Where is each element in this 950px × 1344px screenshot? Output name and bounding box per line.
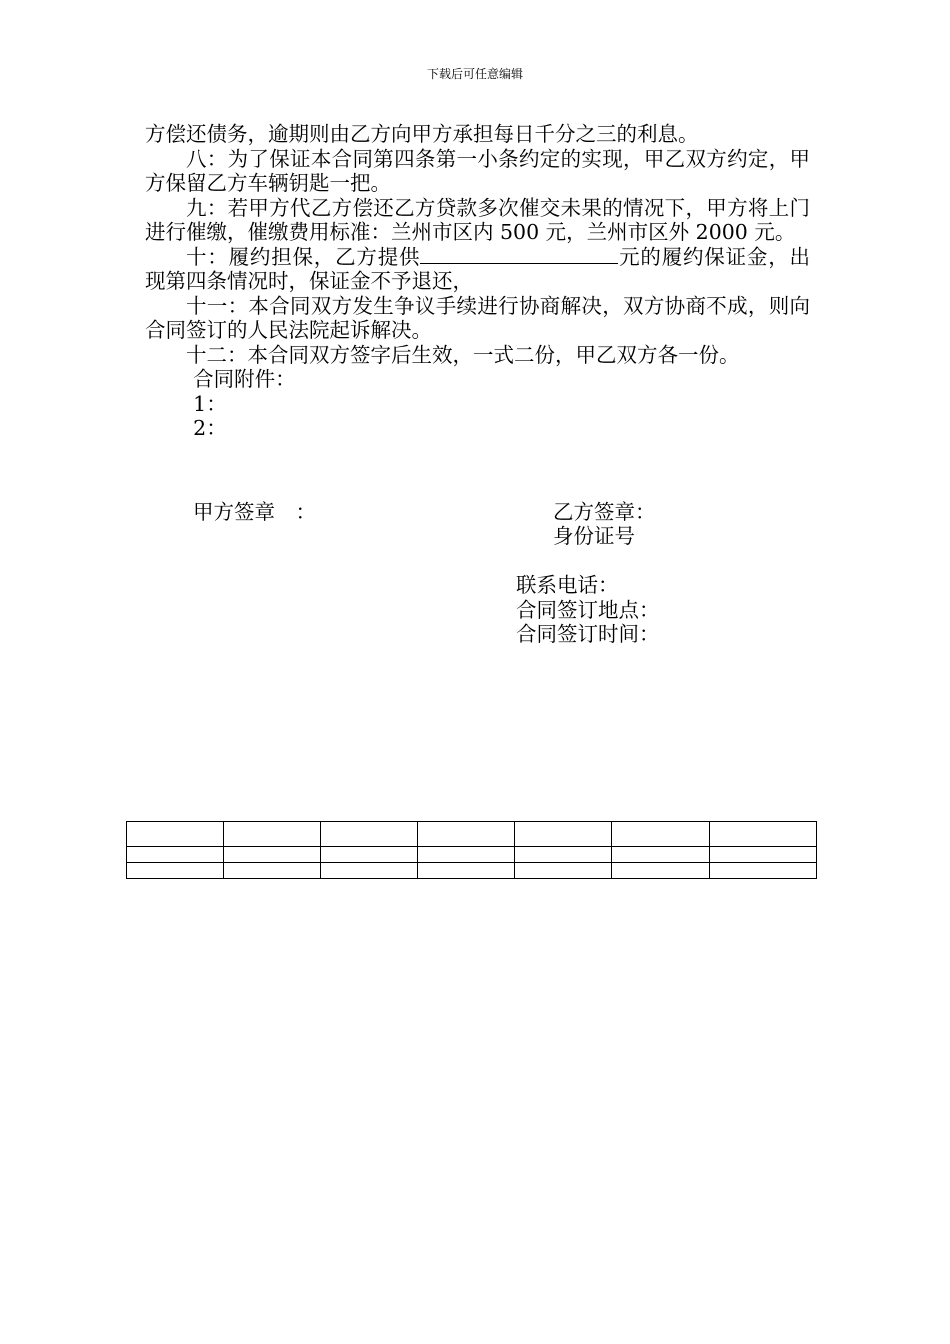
clause-10 [145,245,810,294]
phone-label: 联系电话： [516,573,619,597]
table-cell [515,863,612,879]
table-cell [127,822,224,847]
attachments-title: 合同附件： [193,367,296,391]
clause-12: 十二：本合同双方签字后生效，一式二份，甲乙双方各一份。 [186,342,740,367]
attachment-item-1: 1： [193,391,227,416]
table-cell [321,863,418,879]
table-cell [418,847,515,863]
party-b-signature: 乙方签章： [553,500,656,524]
party-a-signature: 甲方签章 ： [193,500,316,524]
clause-8: 八：为了保证本合同第四条第一小条约定的实现，甲乙双方约定，甲方保留乙方车辆钥匙一把。 [145,146,810,195]
table-cell [127,847,224,863]
signing-time-label: 合同签订时间： [516,622,660,646]
grid-body [127,822,817,879]
empty-grid-table [126,821,817,879]
attachment-item-2: 2： [193,416,227,440]
table-cell [321,847,418,863]
contract-body [145,122,810,441]
table-cell [418,863,515,879]
table-cell [515,822,612,847]
table-row [127,863,817,879]
clause-9: 九：若甲方代乙方偿还乙方贷款多次催交未果的情况下，甲方将上门进行催缴，催缴费用标准：兰州市区内 500 元，兰州市区外 2000 元。 [145,195,810,244]
table-cell [224,822,321,847]
table-row [127,822,817,847]
table-cell [612,847,710,863]
table-cell [224,847,321,863]
id-number-label: 身份证号 [553,524,635,548]
table-cell [418,822,515,847]
table-cell [224,863,321,879]
table-cell [710,863,817,879]
signing-place-label: 合同签订地点： [516,598,660,622]
table-row [127,847,817,863]
page-header: 下载后可任意编辑 [426,67,523,81]
clause-10-part2: 元的履约保证金，出现第四条情况时，保证金不予退还， [145,244,811,293]
clause-11: 十一：本合同双方发生争议手续进行协商解决，双方协商不成，则向合同签订的人民法院起诉解决。 [145,293,810,342]
table-cell [515,847,612,863]
table-cell [321,822,418,847]
table-cell [612,822,710,847]
table-cell [710,822,817,847]
deposit-amount-blank [420,245,618,264]
table-cell [612,863,710,879]
table-cell [127,863,224,879]
clause-7-tail: 方偿还债务，逾期则由乙方向甲方承担每日千分之三的利息。 [145,122,699,146]
table-cell [710,847,817,863]
clause-10-part1: 十：履约担保，乙方提供 [186,244,421,269]
